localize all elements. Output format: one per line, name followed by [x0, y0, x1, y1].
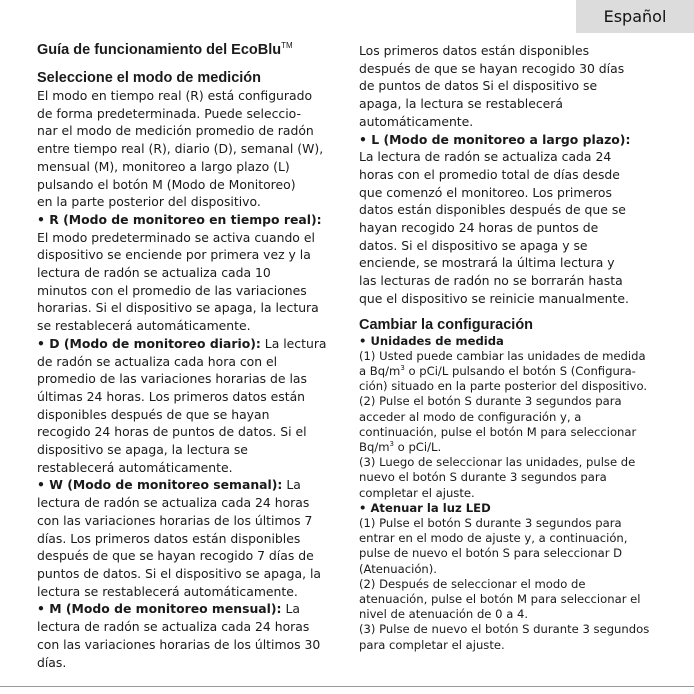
mode-m-continued: Los primeros datos están disponibles después de que se hayan recogido 30 días de puntos de datos Si el dispositivo se apaga, la lectura se restablecerá automáticamente.: [359, 43, 625, 129]
config-heading: Cambiar la configuración: [359, 316, 534, 333]
units-section: • Unidades de medida (1) Usted puede cambiar las unidades de medida a $Bq/m^3$ o pCi/L pulsando el botón S (Configura- ción) situado en la parte posterior del dispositivo. (2) Pulse el botón S durante 3 segundos para acceder al modo de configuración y, a continuación, pulse el botón M para seleccionar $Bq/m^3$ o pCi/L. (3) Luego de seleccionar las unidades, pulse de nuevo el botón S durante 3 segundos para completar el ajuste.: [359, 333, 648, 500]
bottom-divider: [0, 686, 694, 687]
right-column: [359, 42, 671, 653]
led-section: • Atenuar la luz LED (1) Pulse el botón S durante 3 segundos para entrar en el modo de ajuste y, a continuación, pulse de nuevo el botón S para seleccionar D (Atenuación). (2) Después de seleccionar el modo de atenuación, pulse el botón M para seleccionar el nivel de atenuación de 0 a 4. (3) Pulse de nuevo el botón S durante 3 segundos para completar el ajuste.: [359, 500, 650, 652]
mode-l-section: • L (Modo de monitoreo a largo plazo): La lectura de radón se actualiza cada 24 horas con el promedio total de días desde que comenzó el monitoreo. Los primeros datos están disponibles después de que se hayan recogido 24 horas de puntos de datos. Si el dispositivo se apaga y se enciende, se mostrará la última lectura y las lecturas de radón no se borrarán hasta que el dispositivo se reinicie manualmente.: [359, 131, 631, 306]
mode-l-label: • L (Modo de monitoreo a largo plazo):: [359, 131, 631, 147]
units-label: • Unidades de medida: [359, 333, 504, 348]
mode-w-section: • W (Modo de monitoreo semanal): La lectura de radón se actualiza cada 24 horas con las variaciones horarias de los últimos 7 días. Los primeros datos están disponibles después de que se hayan recogido 7 días de puntos de datos. Si el dispositivo se apaga, la lectura se restablecerá automáticamente.: [37, 477, 322, 599]
mode-d-label: • D (Modo de monitoreo diario):: [37, 335, 261, 351]
guide-title: Guía de funcionamiento del EcoBlu™: [37, 41, 293, 58]
led-label: • Atenuar la luz LED: [359, 500, 491, 515]
language-tab: [576, 0, 694, 33]
measure-heading: Seleccione el modo de medición: [37, 70, 262, 86]
mode-r-section: • R (Modo de monitoreo en tiempo real): El modo predeterminado se activa cuando el dispositivo se enciende por primera vez y la lectura de radón se actualiza cada 10 minutos con el promedio de las variaciones horarias. Si el dispositivo se apaga, la lectura se restablecerá automáticamente.: [37, 211, 322, 334]
trademark: TM: [281, 41, 293, 51]
left-column: [37, 42, 345, 671]
mode-m-section: • M (Modo de monitoreo mensual): La lectura de radón se actualiza cada 24 horas con las variaciones horarias de los últimos 30 días.: [37, 601, 321, 670]
mode-m-label: • M (Modo de monitoreo mensual):: [37, 601, 282, 617]
mode-d-section: • D (Modo de monitoreo diario): La lectura de radón se actualiza cada hora con el promedio de las variaciones horarias de las últimas 24 horas. Los primeros datos están disponibles después de que se hayan recogido 24 horas de puntos de datos. Si el dispositivo se apaga, la lectura se restablecerá automáticamente.: [37, 335, 327, 475]
mode-w-label: • W (Modo de monitoreo semanal):: [37, 477, 283, 493]
intro-text: El modo en tiempo real (R) está configurado de forma predeterminada. Puede seleccio- nar el modo de medición promedio de radón entre tiempo real (R), diario (D), semanal (W), mensual (M), monitoreo a largo plazo (L) pulsando el botón M (Modo de Monitoreo) en la parte posterior del dispositivo.: [37, 88, 324, 210]
language-label: Español: [603, 7, 667, 26]
mode-r-label: • R (Modo de monitoreo en tiempo real):: [37, 211, 322, 227]
